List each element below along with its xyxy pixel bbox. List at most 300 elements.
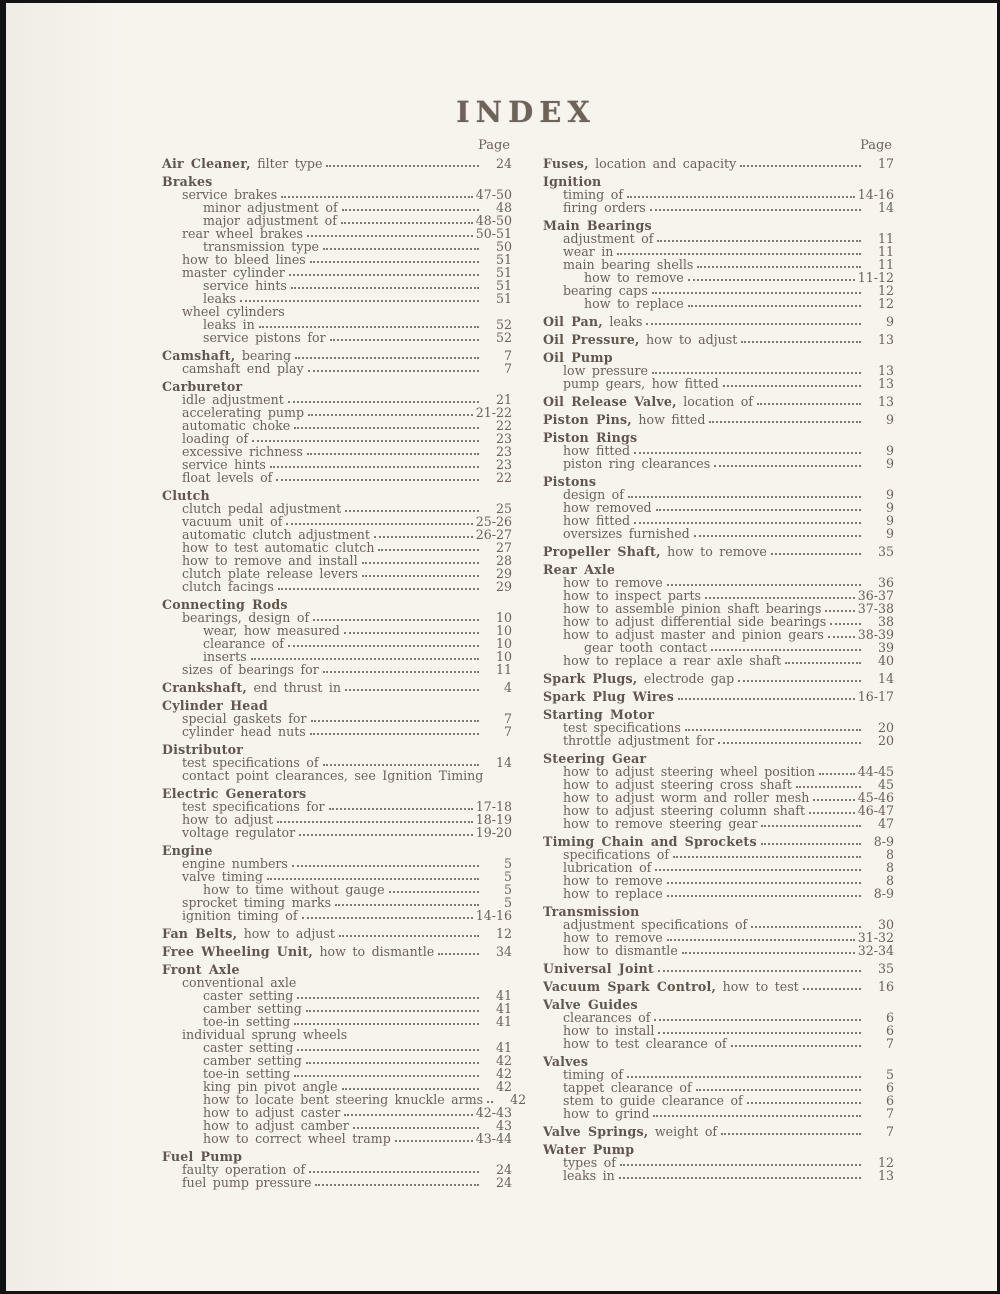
entry-text: how to adjust steering wheel position (563, 764, 816, 779)
index-entry (543, 887, 894, 900)
dot-leader (828, 636, 855, 638)
page-number: 14 (877, 671, 894, 686)
entry-text: Crankshaft, end thrust in (162, 680, 342, 695)
entry-text: how to remove steering gear (563, 816, 758, 831)
dot-leader (723, 385, 861, 387)
entry-text: how to time without gauge (203, 882, 385, 897)
page-number: 17-18 (475, 799, 512, 814)
dot-leader (634, 452, 861, 454)
dot-leader (323, 248, 479, 250)
page-number: 10 (495, 649, 512, 664)
entry-heading-text: Fuel Pump (162, 1149, 243, 1164)
page-number: 47 (877, 816, 894, 831)
dot-leader (252, 440, 479, 442)
entry-text: vacuum unit of (182, 514, 283, 529)
page-number: 36-37 (857, 588, 894, 603)
index-group (543, 962, 894, 975)
entry-text (543, 690, 674, 703)
page-number: 31-32 (857, 930, 894, 945)
entry-text: how fitted (563, 443, 631, 458)
dot-leader (694, 535, 861, 537)
dot-leader (813, 799, 854, 801)
dot-leader (323, 764, 479, 766)
entry-text: timing of (563, 187, 623, 202)
page-number: 14-16 (475, 908, 512, 923)
index-entry (543, 333, 894, 346)
dot-leader (652, 372, 861, 374)
dot-leader (771, 553, 861, 555)
entry-text: toe-in setting (203, 1066, 291, 1081)
dot-leader (825, 610, 854, 612)
index-entry (162, 580, 512, 593)
dot-leader (658, 970, 861, 972)
entry-text: leaks in (563, 1168, 615, 1183)
page-number: 13 (877, 363, 894, 378)
entry-text: king pin pivot angle (203, 1079, 338, 1094)
index-entry (543, 690, 894, 703)
page-number: 6 (885, 1023, 894, 1038)
index-group (543, 413, 894, 426)
index-column-left (162, 138, 527, 1190)
entry-heading-text: Spark Plugs, (543, 671, 638, 686)
index-entry (543, 201, 894, 214)
dot-leader (738, 680, 861, 682)
index-entry (543, 315, 894, 328)
page-number: 26-27 (475, 527, 512, 542)
dot-leader (721, 1133, 861, 1135)
page-number: 35 (877, 961, 894, 976)
dot-leader (830, 623, 861, 625)
page-number: 9 (885, 513, 894, 528)
dot-leader (740, 165, 861, 167)
entry-text: valve timing (182, 869, 263, 884)
page-number: 41 (495, 1014, 512, 1029)
index-group (543, 157, 894, 170)
index-entry (543, 545, 894, 558)
dot-leader (809, 812, 855, 814)
entry-text: how removed (563, 500, 652, 515)
dot-leader (326, 165, 479, 167)
entry-heading-text: Valves (543, 1054, 589, 1069)
entry-text: tappet clearance of (563, 1080, 692, 1095)
entry-text: how to adjust differential side bearings (563, 614, 827, 629)
entry-text: service pistons for (203, 330, 326, 345)
index-group (162, 699, 512, 738)
dot-leader (667, 882, 861, 884)
dot-leader (297, 997, 479, 999)
dot-leader (353, 1127, 479, 1129)
entry-text: Valve Springs, weight of (543, 1124, 718, 1139)
dot-leader (374, 536, 473, 538)
dot-leader (395, 1140, 473, 1142)
page-number: 6 (885, 1010, 894, 1025)
page-number: 13 (877, 332, 894, 347)
entry-heading-text: Transmission (543, 904, 640, 919)
index-entry (543, 395, 894, 408)
entry-text: timing of (563, 1067, 623, 1082)
dot-leader (267, 878, 479, 880)
dot-leader (389, 891, 479, 893)
entry-text: Oil Pan, leaks (543, 314, 643, 329)
dot-leader (330, 339, 479, 341)
entry-text: accelerating pump (182, 405, 305, 420)
dot-leader (785, 662, 861, 664)
entry-text: test specifications for (182, 799, 325, 814)
page-number: 9 (885, 487, 894, 502)
entry-heading-text: Oil Pump (543, 350, 613, 365)
entry-text: gear tooth contact (584, 640, 707, 655)
dot-leader (650, 209, 861, 211)
entry-heading-text: Main Bearings (543, 218, 652, 233)
dot-leader (294, 1023, 479, 1025)
dot-leader (378, 549, 479, 551)
page-number: 14-16 (857, 187, 894, 202)
dot-leader (291, 287, 479, 289)
page-number: 19-20 (475, 825, 512, 840)
entry-heading-text: Piston Rings (543, 430, 638, 445)
index-group (162, 962, 527, 1146)
index-group (162, 787, 512, 839)
index-entry (162, 927, 512, 940)
index-group (543, 395, 894, 408)
dot-leader (487, 1101, 493, 1103)
page-number: 42 (495, 1053, 512, 1068)
entry-heading-text: Ignition (543, 174, 602, 189)
entry-text: how to correct wheel tramp (203, 1131, 391, 1146)
page-number: 5 (503, 882, 512, 897)
page-number: 42 (495, 1066, 512, 1081)
dot-leader (310, 261, 479, 263)
entry-text: how to adjust steering column shaft (563, 803, 806, 818)
index-entry (543, 157, 894, 170)
dot-leader (251, 658, 479, 660)
entry-heading-text: Valve Springs, (543, 1124, 649, 1139)
entry-text: main bearing shells (563, 257, 694, 272)
index-group (162, 681, 512, 694)
dot-leader (627, 1076, 861, 1078)
page-number: 21 (495, 392, 512, 407)
dot-leader (306, 1010, 479, 1012)
dot-leader (277, 821, 472, 823)
page-number: 51 (495, 278, 512, 293)
index-group (543, 351, 894, 390)
dot-leader (617, 253, 861, 255)
entry-text: how to remove (584, 270, 684, 285)
page-number: 24 (495, 156, 512, 171)
page-number: 52 (495, 330, 512, 345)
entry-text: fuel pump pressure (182, 1175, 312, 1190)
dot-leader (761, 825, 861, 827)
page-number: 50-51 (475, 226, 512, 241)
index-group (162, 844, 512, 922)
entry-heading-text: Front Axle (162, 962, 240, 977)
entry-text: toe-in setting (203, 1014, 291, 1029)
page-number: 25-26 (475, 514, 512, 529)
entry-text: how to remove (563, 575, 663, 590)
index-group (543, 1143, 894, 1182)
entry-text: automatic clutch adjustment (182, 527, 370, 542)
page-number: 24 (495, 1162, 512, 1177)
page-number: 11 (877, 244, 894, 259)
dot-leader (362, 575, 479, 577)
index-entry (162, 663, 512, 676)
page-number: 11 (877, 231, 894, 246)
page-column-header-right: Page (860, 138, 892, 153)
page-number: 7 (503, 724, 512, 739)
page-number: 27 (495, 540, 512, 555)
index-group (162, 349, 512, 375)
page-number: 50 (495, 239, 512, 254)
dot-leader (335, 904, 479, 906)
entry-text: minor adjustment of (203, 200, 338, 215)
index-group (162, 1150, 512, 1189)
entry-text: major adjustment of (203, 213, 337, 228)
entry-text: Oil Release Valve, location of (543, 394, 753, 409)
dot-leader (297, 1049, 479, 1051)
page-number: 10 (495, 636, 512, 651)
entry-text: how to adjust caster (203, 1105, 341, 1120)
entry-text (543, 962, 654, 975)
index-group (543, 333, 894, 346)
dot-leader (308, 370, 479, 372)
entry-text: bearings, design of (182, 610, 310, 625)
page-number: 7 (503, 348, 512, 363)
entry-text: camber setting (203, 1053, 302, 1068)
entry-text: how to dismantle (563, 943, 678, 958)
dot-leader (678, 698, 855, 700)
entry-text: how to test automatic clutch (182, 540, 375, 555)
entry-text: how to remove (563, 873, 663, 888)
index-entry (543, 944, 894, 957)
index-group (543, 315, 894, 328)
entry-text: how to replace (563, 886, 663, 901)
entry-text: Fan Belts, how to adjust (162, 926, 335, 941)
index-entry (543, 1169, 894, 1182)
index-group (543, 998, 894, 1050)
entry-text: clearance of (203, 636, 284, 651)
index-entry (162, 945, 512, 958)
index-group (543, 545, 894, 558)
entry-heading-text: Oil Pressure, (543, 332, 640, 347)
entry-heading-text: Electric Generators (162, 786, 307, 801)
dot-leader (342, 209, 479, 211)
entry-text: piston ring clearances (563, 456, 711, 471)
index-entries-right (543, 157, 894, 1182)
dot-leader (667, 939, 855, 941)
dot-leader (653, 1115, 861, 1117)
entry-heading-text: Oil Pan, (543, 314, 603, 329)
entry-text: Free Wheeling Unit, how to dismantle (162, 944, 435, 959)
page-number: 12 (877, 1155, 894, 1170)
page-number: 10 (495, 623, 512, 638)
entry-text: leaks (203, 291, 237, 306)
dot-leader (329, 808, 473, 810)
page-number: 41 (495, 1040, 512, 1055)
dot-leader (652, 292, 861, 294)
page-number: 28 (495, 553, 512, 568)
entry-text: camber setting (203, 1001, 302, 1016)
entry-text: rear wheel brakes (182, 226, 303, 241)
page-number: 45 (877, 777, 894, 792)
entry-heading-text: Connecting Rods (162, 597, 288, 612)
page-number: 38 (877, 614, 894, 629)
index-group (162, 489, 512, 593)
page-number: 46-47 (857, 803, 894, 818)
page-number: 36 (877, 575, 894, 590)
entry-text: adjustment of (563, 231, 654, 246)
page-number: 8 (885, 860, 894, 875)
entry-text: clearances of (563, 1010, 651, 1025)
dot-leader (341, 222, 473, 224)
dot-leader (796, 786, 861, 788)
entry-text: idle adjustment (182, 392, 284, 407)
dot-leader (281, 196, 472, 198)
page-number: 24 (495, 1175, 512, 1190)
dot-leader (620, 1164, 861, 1166)
index-entry (162, 331, 512, 344)
entry-heading-text: Piston Pins, (543, 412, 632, 427)
entry-text: design of (563, 487, 624, 502)
dot-leader (259, 326, 479, 328)
dot-leader (803, 988, 861, 990)
dot-leader (345, 510, 479, 512)
entry-text: how to install (563, 1023, 655, 1038)
entry-text: engine numbers (182, 856, 288, 871)
dot-leader (288, 645, 479, 647)
page-number: 12 (495, 926, 512, 941)
dot-leader (310, 733, 479, 735)
entry-text: Camshaft, bearing (162, 348, 292, 363)
index-entry (162, 471, 512, 484)
entry-text: how to test clearance of (563, 1036, 727, 1051)
dot-leader (289, 274, 479, 276)
page-number: 51 (495, 252, 512, 267)
entry-text: individual sprung wheels (182, 1027, 348, 1042)
page-number: 17 (877, 156, 894, 171)
dot-leader (688, 305, 861, 307)
page-number: 18-19 (475, 812, 512, 827)
page-number: 11 (877, 257, 894, 272)
index-group (543, 672, 894, 685)
dot-leader (688, 279, 855, 281)
page-number: 13 (877, 376, 894, 391)
dot-leader (667, 584, 861, 586)
page-number: 37-38 (857, 601, 894, 616)
index-group (543, 905, 894, 957)
page-title: INDEX (456, 95, 596, 129)
entry-heading-text: Timing Chain and Sprockets (543, 834, 757, 849)
entry-heading-text: Crankshaft, (162, 680, 247, 695)
entry-text: conventional axle (182, 975, 297, 990)
dot-leader (711, 649, 861, 651)
page-number: 9 (885, 314, 894, 329)
index-group (543, 475, 894, 540)
entry-heading-text: Universal Joint (543, 961, 654, 976)
entry-text: service hints (182, 457, 266, 472)
page-number: 8-9 (873, 886, 894, 901)
page-number: 7 (885, 1036, 894, 1051)
entry-heading-text: Camshaft, (162, 348, 236, 363)
entry-heading-text: Oil Release Valve, (543, 394, 677, 409)
entry-text: transmission type (203, 239, 319, 254)
entry-text: test specifications of (182, 755, 319, 770)
page-number: 41 (495, 1001, 512, 1016)
dot-leader (634, 522, 861, 524)
page-number: 5 (503, 856, 512, 871)
entry-text: camshaft end play (182, 361, 304, 376)
index-group (162, 598, 512, 676)
index-entry (162, 157, 512, 170)
entry-text: master cylinder (182, 265, 285, 280)
entry-text: how to locate bent steering knuckle arms (203, 1092, 484, 1107)
index-entry (543, 734, 894, 747)
entry-text: lubrication of (563, 860, 652, 875)
page-number: 42-43 (475, 1105, 512, 1120)
dot-leader (270, 466, 479, 468)
dot-leader (705, 597, 855, 599)
entry-text: Vacuum Spark Control, how to test (543, 979, 799, 994)
dot-leader (308, 414, 473, 416)
index-group (543, 175, 894, 214)
page-number: 21-22 (475, 405, 512, 420)
page-number: 23 (495, 431, 512, 446)
entry-text: throttle adjustment for (563, 733, 715, 748)
dot-leader (819, 773, 855, 775)
page-number: 34 (495, 944, 512, 959)
page-number: 47-50 (475, 187, 512, 202)
page-number: 16 (877, 979, 894, 994)
entry-text: wear, how measured (203, 623, 340, 638)
entry-text: pump gears, how fitted (563, 376, 719, 391)
page-number: 39 (877, 640, 894, 655)
page-number: 44-45 (857, 764, 894, 779)
entry-heading-text: Brakes (162, 174, 213, 189)
page-number: 7 (885, 1124, 894, 1139)
index-group (162, 927, 512, 940)
entry-text: clutch pedal adjustment (182, 501, 342, 516)
entry-text: how to replace (584, 296, 684, 311)
entry-text: caster setting (203, 1040, 294, 1055)
entry-text: wheel cylinders (182, 304, 285, 319)
entry-text: types of (563, 1155, 616, 1170)
entry-heading-text: Rear Axle (543, 562, 616, 577)
page-number: 9 (885, 526, 894, 541)
index-entry (543, 817, 894, 830)
dot-leader (313, 619, 479, 621)
dot-leader (295, 357, 479, 359)
page-number: 8 (885, 847, 894, 862)
dot-leader (654, 1019, 861, 1021)
page-number: 29 (495, 579, 512, 594)
entry-heading-text: Fan Belts, (162, 926, 238, 941)
page-number: 43 (495, 1118, 512, 1133)
index-column-right (543, 139, 894, 1182)
page-number: 43-44 (475, 1131, 512, 1146)
dot-leader (278, 588, 479, 590)
dot-leader (747, 1102, 861, 1104)
entry-text: how to remove (563, 930, 663, 945)
page-number: 22 (495, 470, 512, 485)
index-entry (543, 413, 894, 426)
entry-heading-text: Clutch (162, 488, 210, 503)
dot-leader (306, 1062, 479, 1064)
entry-text: Spark Plugs, electrode gap (543, 671, 735, 686)
index-entry (162, 725, 512, 738)
index-group (543, 835, 894, 900)
index-entry (162, 1176, 512, 1189)
dot-leader (276, 479, 479, 481)
page-number: 11-12 (857, 270, 894, 285)
